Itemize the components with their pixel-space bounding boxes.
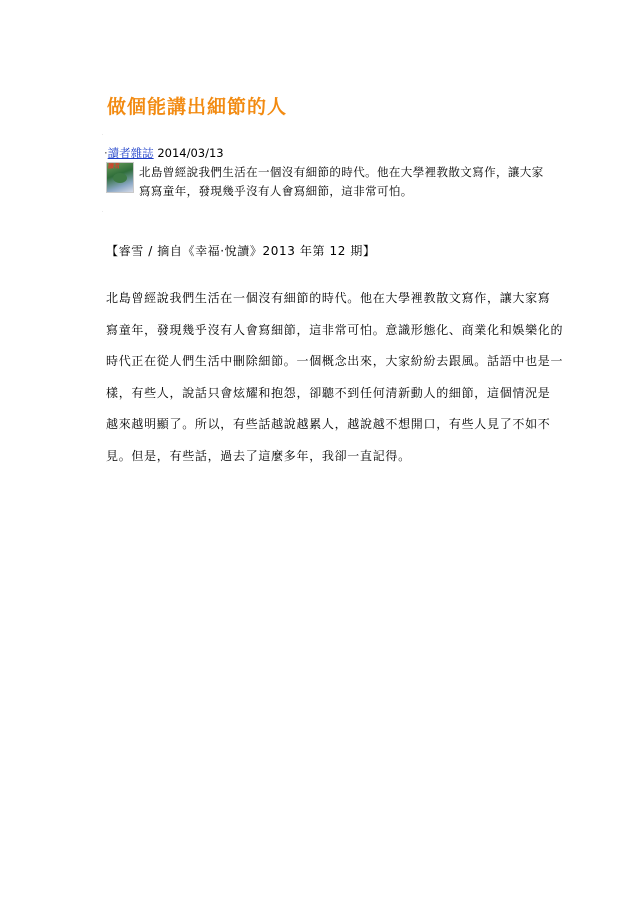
article-title: 做個能講出細節的人 [107,96,288,118]
meta-bullet: · [104,146,108,160]
magazine-thumbnail[interactable] [106,162,134,193]
spacer-mark: . [102,208,104,213]
body-line: 越來越明顯了。所以，有些話越說越累人，越說越不想開口，有些人見了不如不 [106,417,551,432]
source-link[interactable]: 讀者雜誌 [107,146,154,160]
summary-line: 北島曾經說我們生活在一個沒有細節的時代。他在大學裡教散文寫作，讓大家 [139,165,544,179]
thumbnail-logo: 讀者 [108,163,121,170]
publish-date: 2014/03/13 [157,146,224,160]
summary-line: 寫寫童年，發現幾乎沒有人會寫細節，這非常可怕。 [139,184,413,198]
article-summary [139,163,544,201]
body-line: 見。但是，有些話，過去了這麼多年，我卻一直記得。 [106,448,411,463]
body-line: 北島曾經說我們生活在一個沒有細節的時代。他在大學裡教散文寫作，讓大家寫 [106,291,551,305]
body-line: 樣，有些人，說話只會炫耀和抱怨，卻聽不到任何清新動人的細節，這個情況是 [106,385,551,400]
source-credit: 【睿雪 / 摘自《幸福·悅讀》2013 年第 12 期】 [106,244,376,258]
body-line: 寫童年，發現幾乎沒有人會寫細節，這非常可怕。意識形態化、商業化和娛樂化的 [106,322,564,337]
article-body [106,290,564,480]
spacer-mark: . [102,131,104,136]
thumbnail-image-icon [113,173,127,183]
body-line: 時代正在從人們生活中刪除細節。一個概念出來，大家紛紛去跟風。話語中也是一 [106,354,564,369]
article-meta [104,145,224,161]
